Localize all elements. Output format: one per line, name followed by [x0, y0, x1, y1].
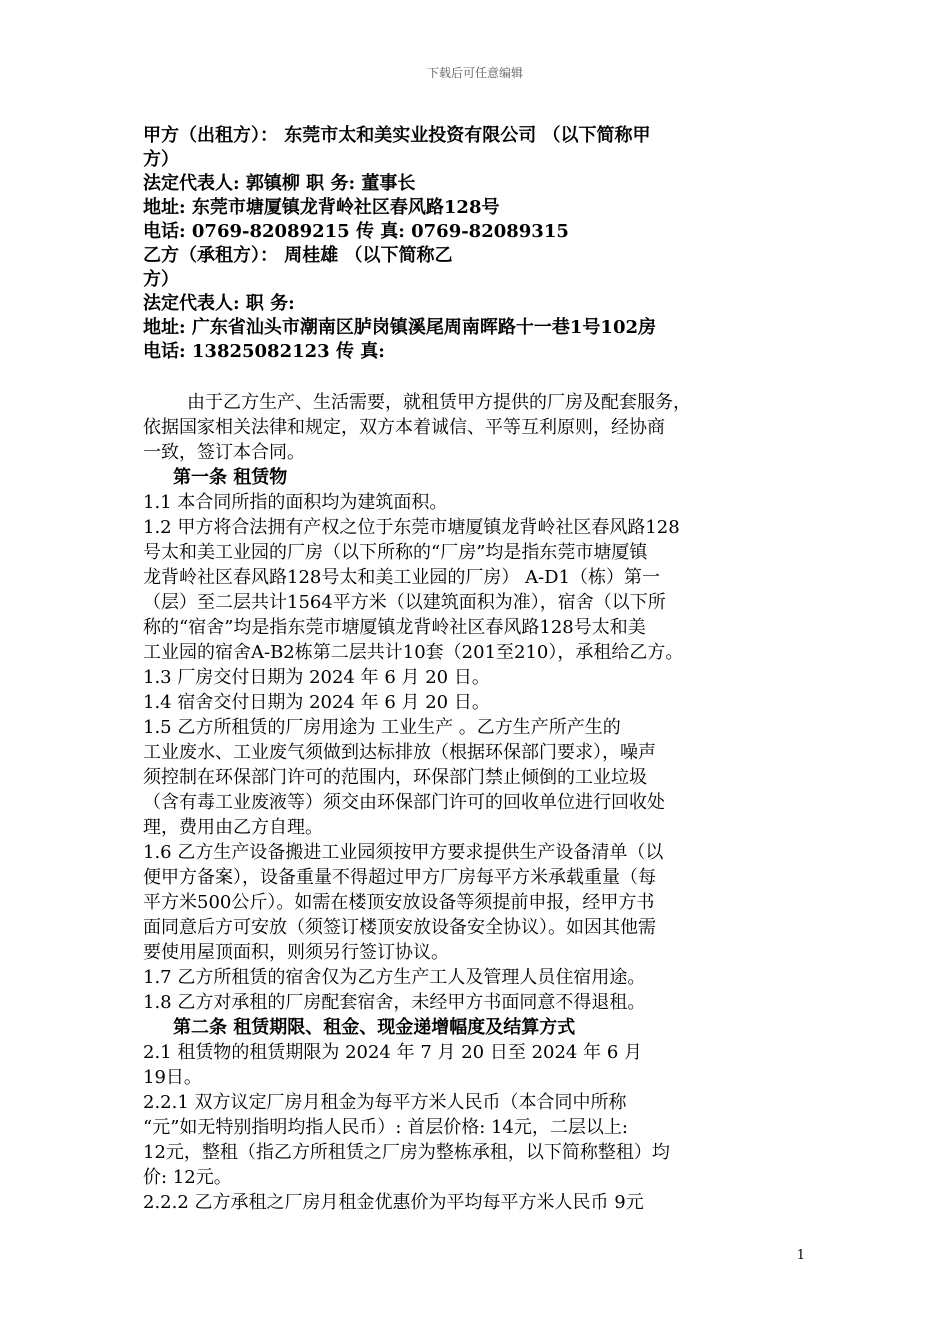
section1-line: 1.4 宿舍交付日期为 2024 年 6 月 20 日。	[143, 692, 490, 713]
section1-line: 工业废水、工业废气须做到达标排放（根据环保部门要求），噪声	[143, 742, 656, 763]
section1-line: 1.2 甲方将合法拥有产权之位于东莞市塘厦镇龙背岭社区春风路128	[143, 517, 680, 538]
section1-line: （层）至二层共计1564平方米（以建筑面积为准），宿舍（以下所	[143, 592, 666, 613]
section2-line: 2.2.1 双方议定厂房月租金为每平方米人民币（本合同中所称	[143, 1092, 627, 1113]
section1-line: 1.8 乙方对承租的厂房配套宿舍，未经甲方书面同意不得退租。	[143, 992, 646, 1013]
section1-line: 1.3 厂房交付日期为 2024 年 6 月 20 日。	[143, 667, 490, 688]
section1-title: 第一条 租赁物	[173, 467, 288, 488]
intro-line: 一致，签订本合同。	[143, 442, 305, 463]
page-number: 1	[796, 1248, 805, 1263]
section1-line: 便甲方备案），设备重量不得超过甲方厂房每平方米承载重量（每	[143, 867, 656, 888]
party-b-address: 地址: 广东省汕头市潮南区胪岗镇溪尾周南晖路十一巷1号102房	[143, 317, 657, 338]
section1-line: 1.6 乙方生产设备搬进工业园须按甲方要求提供生产设备清单（以	[143, 842, 664, 863]
section1-line: 须控制在环保部门许可的范围内，环保部门禁止倾倒的工业垃圾	[143, 767, 647, 788]
section2-line: “元”如无特别指明均指人民币）: 首层价格: 14元，二层以上:	[143, 1117, 628, 1138]
intro-line: 由于乙方生产、生活需要，就租赁甲方提供的厂房及配套服务，	[187, 392, 691, 413]
party-a-line1: 甲方（出租方）： 东莞市太和美实业投资有限公司 （以下简称甲	[143, 125, 651, 146]
section1-line: 1.7 乙方所租赁的宿舍仅为乙方生产工人及管理人员住宿用途。	[143, 967, 646, 988]
page-header: 下载后可任意编辑	[426, 66, 523, 80]
party-b-rep: 法定代表人: 职 务:	[143, 293, 295, 314]
section1-line: 工业园的宿舍A-B2栋第二层共计10套（201至210），承租给乙方。	[143, 642, 684, 663]
section2-title: 第二条 租赁期限、租金、现金递增幅度及结算方式	[173, 1017, 576, 1038]
party-b-line2: 方）	[143, 269, 179, 290]
section2-line: 2.2.2 乙方承租之厂房月租金优惠价为平均每平方米人民币 9元	[143, 1192, 644, 1213]
intro-line: 依据国家相关法律和规定，双方本着诚信、平等互利原则，经协商	[143, 417, 665, 438]
section2-line: 19日。	[143, 1067, 202, 1088]
party-a-address: 地址: 东莞市塘厦镇龙背岭社区春风路128号	[143, 197, 500, 218]
party-b-line1: 乙方（承租方）： 周桂雄 （以下简称乙	[143, 245, 453, 266]
party-a-rep: 法定代表人: 郭镇柳 职 务: 董事长	[143, 173, 416, 194]
section1-body	[143, 490, 807, 1015]
party-b-tel: 电话: 13825082123 传 真:	[143, 341, 385, 362]
section1-line: 平方米500公斤）。如需在楼顶安放设备等须提前申报，经甲方书	[143, 892, 655, 913]
section2-line: 12元，整租（指乙方所租赁之厂房为整栋承租，以下简称整租）均	[143, 1142, 670, 1163]
section1-line: 号太和美工业园的厂房（以下所称的“厂房”均是指东莞市塘厦镇	[143, 542, 648, 563]
section1-line: 面同意后方可安放（须签订楼顶安放设备安全协议）。如因其他需	[143, 917, 656, 938]
section1-line: 龙背岭社区春风路128号太和美工业园的厂房） A-D1（栋）第一	[143, 567, 661, 588]
contract-body	[143, 124, 807, 1215]
section2-body	[143, 1040, 807, 1215]
section1-line: （含有毒工业废液等）须交由环保部门许可的回收单位进行回收处	[143, 792, 665, 813]
section1-line: 1.5 乙方所租赁的厂房用途为 工业生产 。乙方生产所产生的	[143, 717, 621, 738]
section2-line: 价: 12元。	[143, 1167, 232, 1188]
party-a-tel: 电话: 0769-82089215 传 真: 0769-82089315	[143, 221, 569, 242]
party-a-block	[143, 124, 807, 244]
section2-line: 2.1 租赁物的租赁期限为 2024 年 7 月 20 日至 2024 年 6 月	[143, 1042, 642, 1063]
section1-line: 理，费用由乙方自理。	[143, 817, 323, 838]
party-b-block	[143, 244, 807, 364]
spacer	[143, 364, 807, 390]
section1-line: 称的“宿舍”均是指东莞市塘厦镇龙背岭社区春风路128号太和美	[143, 617, 646, 638]
party-a-line2: 方）	[143, 149, 179, 170]
section1-line: 要使用屋顶面积，则须另行签订协议。	[143, 942, 449, 963]
section1-line: 1.1 本合同所指的面积均为建筑面积。	[143, 492, 448, 513]
intro-paragraph	[143, 390, 807, 465]
